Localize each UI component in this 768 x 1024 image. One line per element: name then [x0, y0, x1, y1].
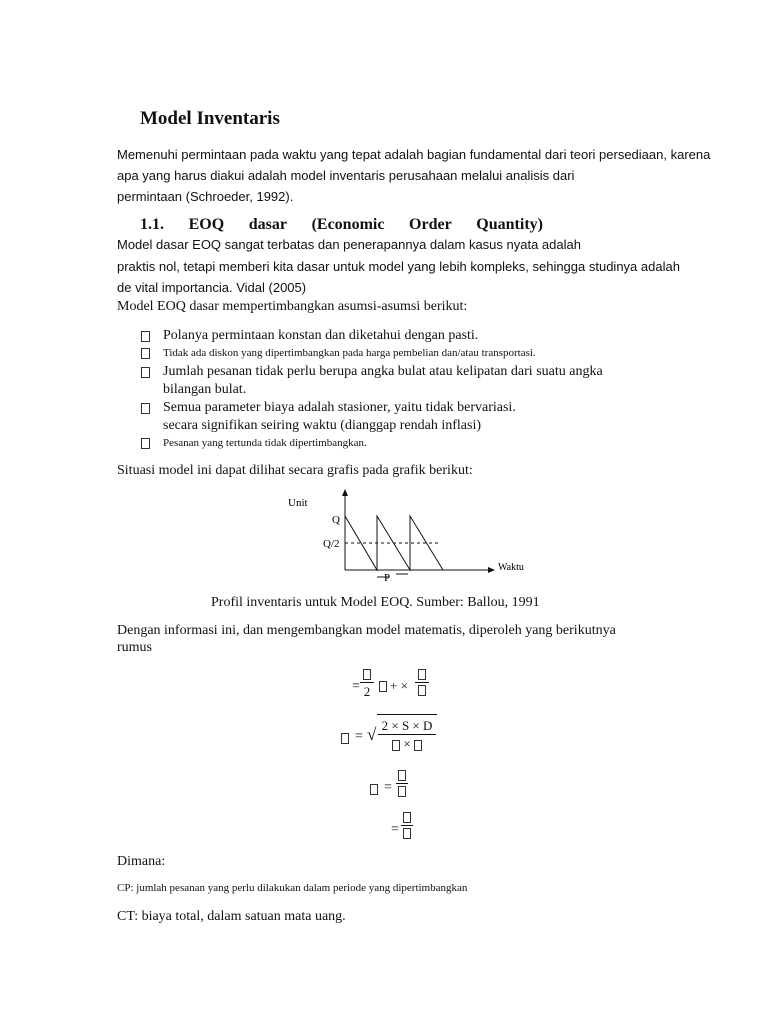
section-text-line-2: praktis nol, tetapi memberi kita dasar untuk model yang lebih kompleks, sehingga studinya adalah: [117, 259, 680, 274]
section-text-line-3: de vital importancia. Vidal (2005): [117, 280, 307, 295]
formula-intro-line-1: Dengan informasi ini, dan mengembangkan model matematis, diperoleh yang berikutnya: [117, 623, 616, 638]
bullet-box-icon: [141, 367, 150, 378]
f3-lhs-glyph: [370, 784, 378, 795]
f2-sqrt-sign: √: [367, 725, 377, 744]
page-title: Model Inventaris: [140, 108, 280, 129]
section-text-line-1: Model dasar EOQ sangat terbatas dan penerapannya dalam kasus nyata adalah: [117, 237, 581, 252]
f1-denominator-glyph-b: [418, 685, 426, 696]
f2-fraction: [378, 719, 436, 751]
f1-denominator-two: 2: [363, 684, 371, 699]
f4-equals: =: [391, 822, 399, 837]
section-number: 1.1.: [140, 216, 164, 233]
p-label: P: [384, 572, 391, 584]
f1-fraction-2: [415, 669, 429, 696]
section-word-5: Quantity): [476, 216, 543, 233]
f1-numerator-glyph: [363, 669, 371, 680]
f2-sqrt-bar: [377, 714, 437, 715]
dimana-label: Dimana:: [117, 854, 166, 869]
bullet-box-icon: [141, 438, 150, 449]
x-axis-arrow: [488, 567, 495, 573]
bullet-item-5: Pesanan yang tertunda tidak dipertimbangkan.: [163, 437, 367, 449]
x-axis-label: Waktu: [498, 562, 524, 573]
f1-fraction-1: [360, 669, 374, 698]
y-axis-label: Unit: [288, 497, 308, 509]
f1-operators: + ×: [390, 678, 408, 693]
f3-equals: =: [384, 780, 392, 795]
y-axis-arrow: [342, 489, 348, 496]
inventory-profile-graph: [270, 488, 540, 588]
section-word-3: (Economic: [311, 216, 385, 233]
formula-intro-line-2: rumus: [117, 640, 152, 655]
f3-fraction: [396, 770, 408, 797]
bullet-box-icon: [141, 403, 150, 414]
bullet-item-4: Semua parameter biaya adalah stasioner, yaitu tidak bervariasi.: [163, 400, 516, 415]
section-heading: [140, 216, 543, 234]
intro-line-1: Memenuhi permintaan pada waktu yang tepat adalah bagian fundamental dari teori persediaan, karena: [117, 147, 711, 162]
bullet-item-2: Tidak ada diskon yang dipertimbangkan pada harga pembelian dan/atau transportasi.: [163, 347, 536, 359]
f2-numerator: 2 × S × D: [381, 718, 433, 733]
q-label: Q: [332, 514, 340, 526]
bullet-box-icon: [141, 348, 150, 359]
bullet-item-1: Polanya permintaan konstan dan diketahui dengan pasti.: [163, 328, 479, 343]
section-word-2: dasar: [248, 216, 287, 233]
section-word-4: Order: [409, 216, 452, 233]
half-q-label: Q/2: [323, 538, 340, 550]
bullet-item-3: Jumlah pesanan tidak perlu berupa angka bulat atau kelipatan dari suatu angka: [163, 364, 603, 379]
assumptions-intro: Model EOQ dasar mempertimbangkan asumsi-asumsi berikut:: [117, 299, 468, 314]
intro-line-2: apa yang harus diakui adalah model inventaris perusahaan melalui analisis dari: [117, 168, 575, 183]
section-word-1: EOQ: [188, 216, 225, 233]
cp-definition: CP: jumlah pesanan yang perlu dilakukan dalam periode yang dipertimbangkan: [117, 882, 468, 894]
f1-glyph-a: [379, 681, 387, 692]
bullet-item-4-cont: secara signifikan seiring waktu (dianggap rendah inflasi): [163, 418, 482, 433]
ct-definition: CT: biaya total, dalam satuan mata uang.: [117, 909, 346, 924]
f2-equals: =: [355, 729, 363, 744]
bullet-box-icon: [141, 331, 150, 342]
f1-numerator-glyph-b: [418, 669, 426, 680]
graph-intro: Situasi model ini dapat dilihat secara grafis pada grafik berikut:: [117, 463, 473, 478]
f2-denominator: ×: [392, 737, 422, 751]
f4-fraction: [401, 812, 413, 839]
intro-line-3: permintaan (Schroeder, 1992).: [117, 189, 294, 204]
f2-lhs-glyph: [341, 733, 349, 744]
bullet-item-3-cont: bilangan bulat.: [163, 382, 247, 397]
f1-equals: =: [352, 679, 360, 694]
graph-caption: Profil inventaris untuk Model EOQ. Sumber: Ballou, 1991: [211, 595, 540, 610]
